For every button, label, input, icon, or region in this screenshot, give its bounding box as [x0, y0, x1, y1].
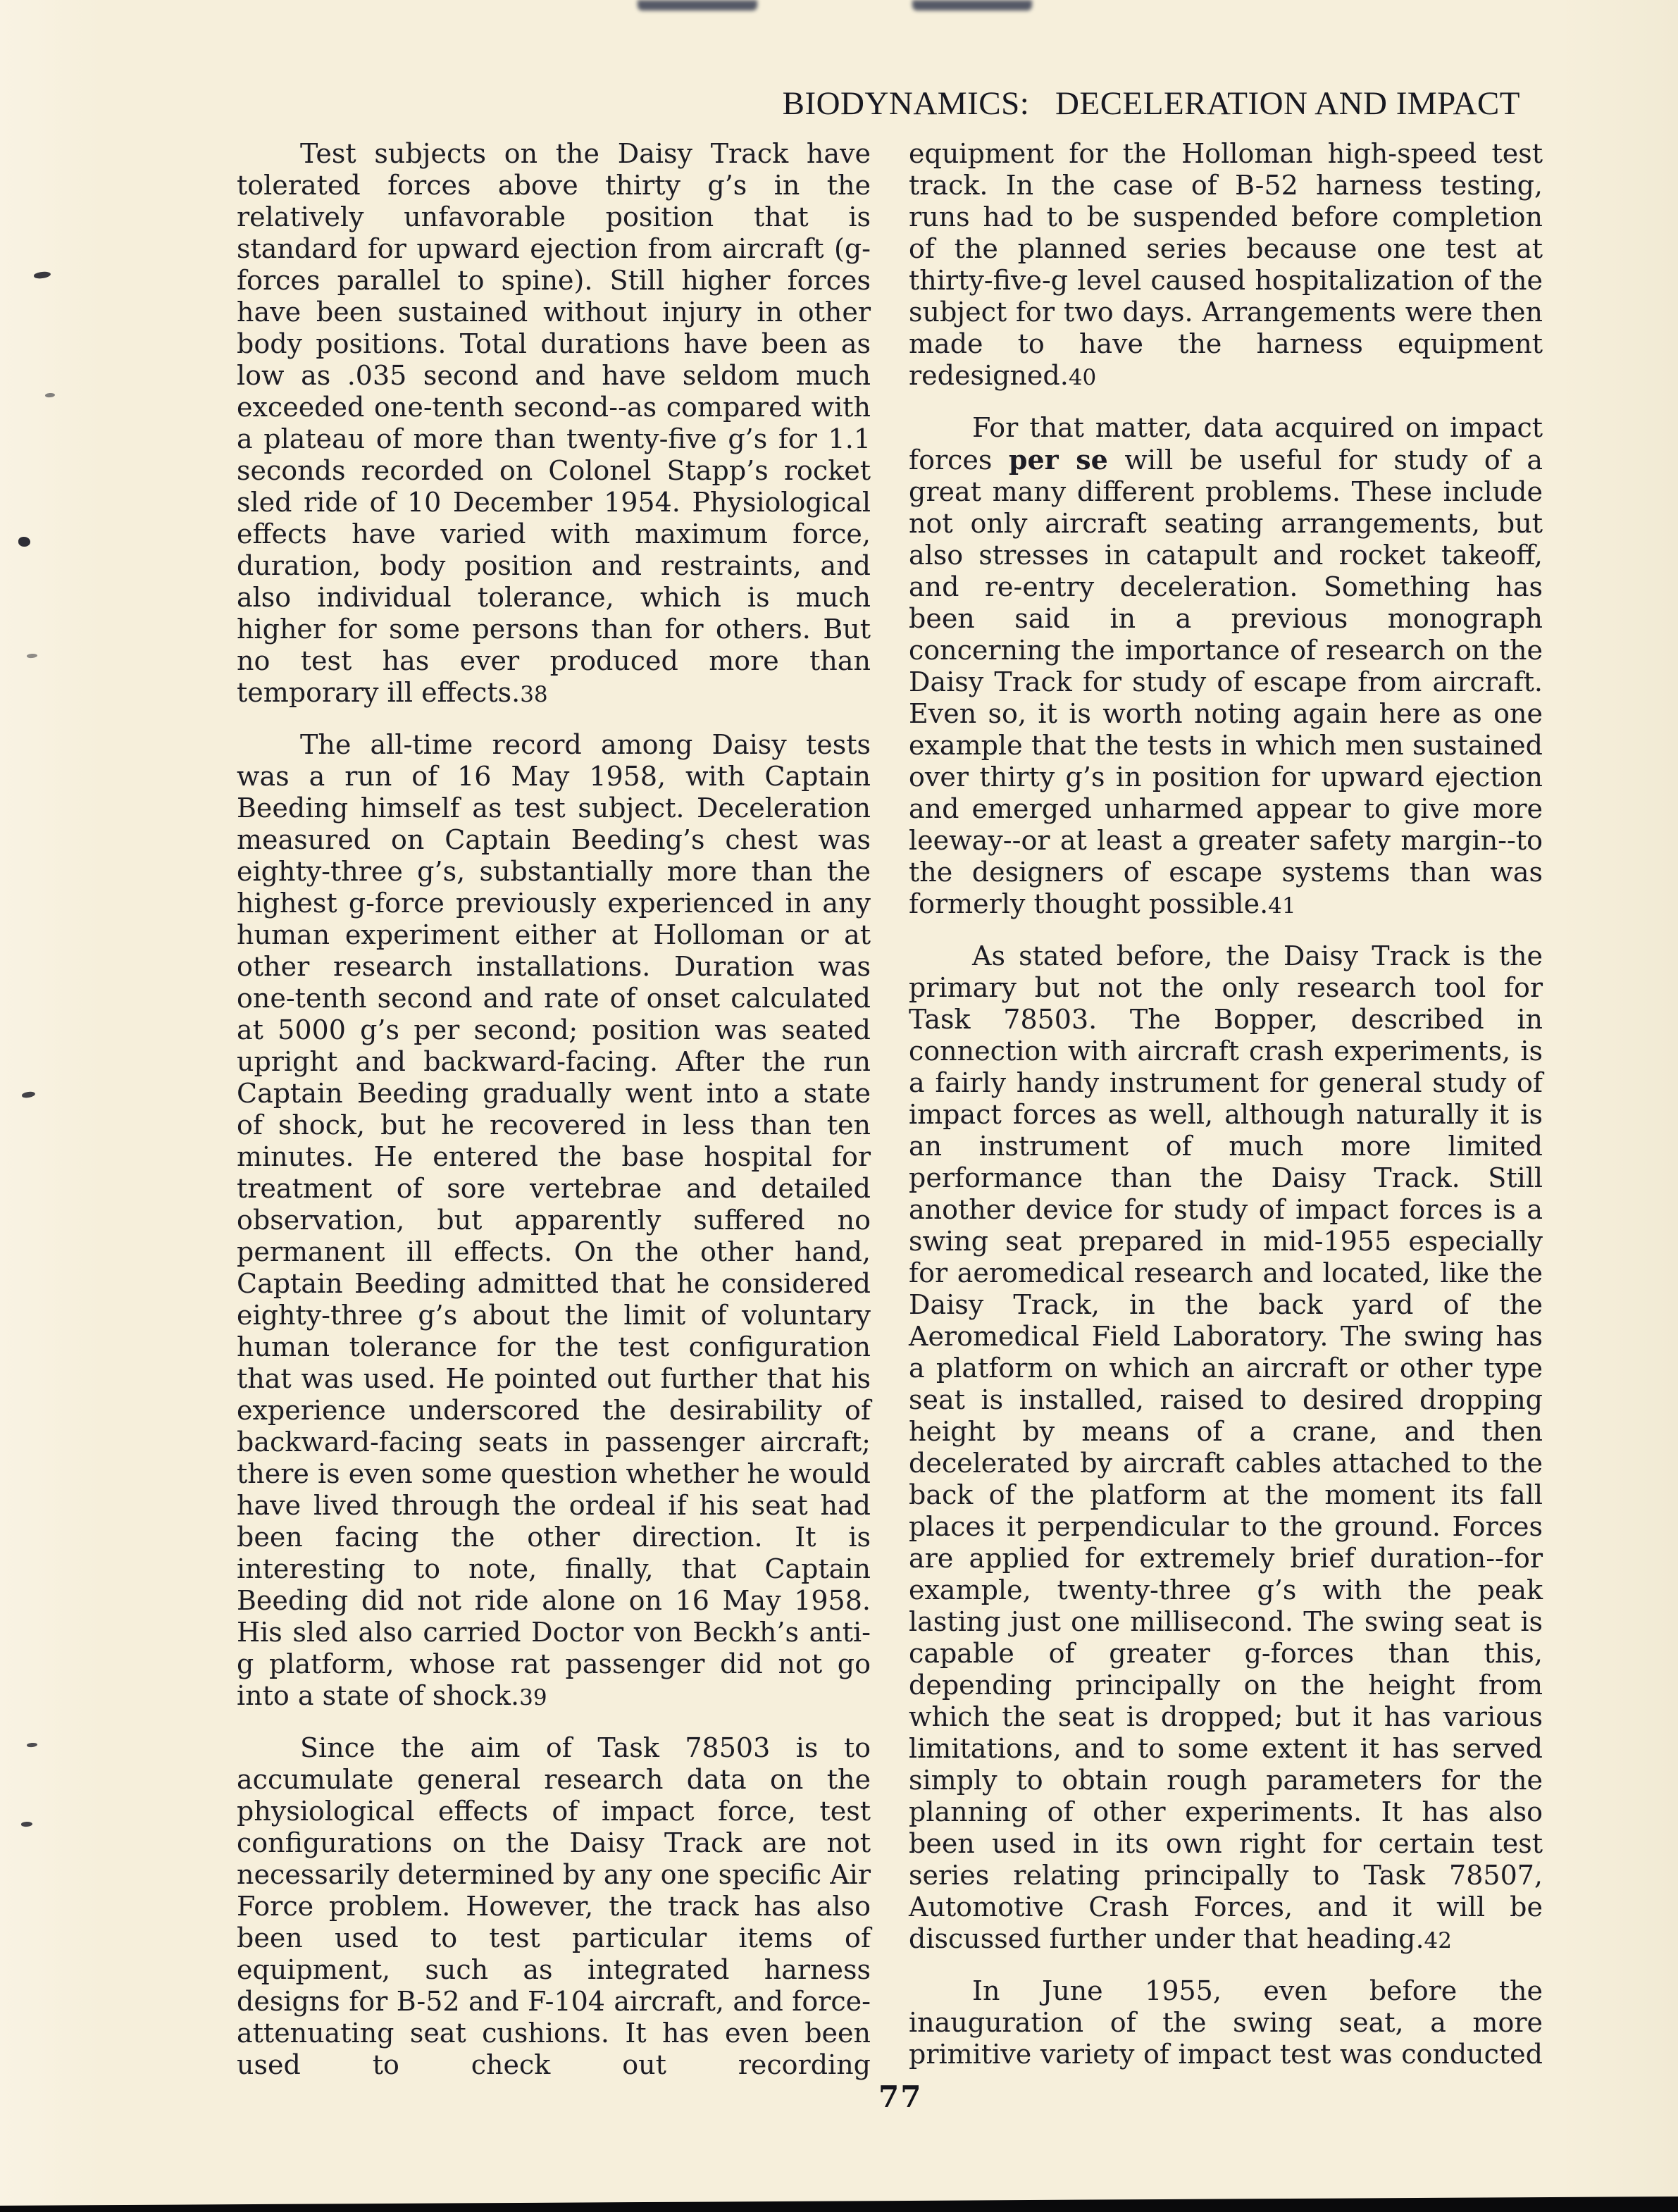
- paragraph: [909, 940, 1543, 1957]
- footnote-ref: 42: [1424, 1928, 1452, 1953]
- margin-speck: [45, 392, 55, 397]
- paragraph: [909, 138, 1543, 394]
- margin-speck: [18, 537, 30, 547]
- paragraph-text: As stated before, the Daisy Track is the primary but not the only research tool for Task 78503. The Bopper, described in connection with aircraft crash experiments, is a fairly handy instrument for general study of impact forces as well, although naturally it is an instrument of much more limited performance than the Daisy Track. Still another device for study of impact forces is a swing seat prepared in mid-1955 especially for aeromedical research and located, like the Daisy Track, in the back yard of the Aeromedical Field Laboratory. The swing has a platform on which an aircraft or other type seat is installed, raised to desired dropping height by means of a crane, and then decelerated by aircraft cables attached to the back of the platform at the moment its fall places it perpendicular to the ground. Forces are applied for extremely brief duration--for example, twenty-three g’s with the peak lasting just one millisecond. The swing seat is capable of greater g-forces than this, depending principally on the height from which the seat is dropped; but it has various limitations, and to some extent it has served simply to obtain rough parameters for the planning of other experiments. It has also been used in its own right for certain test series relating principally to Task 78507, Automotive Crash Forces, and it will be discussed further under that heading.: [909, 940, 1543, 1954]
- paragraph-text: For that matter, data acquired on impact forces: [909, 412, 1543, 476]
- paragraph-text: Since the aim of Task 78503 is to accumulate general research data on the physiological effects of impact force, test configurations on the Daisy Track are not necessarily determined by any one specific Air Force problem. However, the track has also been used to test particular items of equipment, such as integrated harness designs for B-52 and F-104 aircraft, and force-attenuating seat cushions. It has even been used to check out recording: [237, 1732, 871, 2080]
- scan-bottom-edge: [0, 2195, 1678, 2212]
- margin-speck: [27, 653, 37, 658]
- right-text-column: [909, 138, 1543, 2089]
- margin-speck: [27, 1742, 38, 1748]
- margin-speck: [21, 1091, 35, 1098]
- left-text-column: [237, 138, 871, 2099]
- paragraph-text: In June 1955, even before the inauguration of the swing seat, a more primitive variety of impact test was conducted: [909, 1975, 1543, 2070]
- running-header: BIODYNAMICS: DECELERATION AND IMPACT: [782, 85, 1520, 122]
- paragraph-text: Test subjects on the Daisy Track have tolerated forces above thirty g’s in the relatively unfavorable position that is standard for upward ejection from aircraft (g-forces parallel to spine). Still higher forces have been sustained without injury in other body positions. Total durations have been as low as .035 second and have seldom much exceeded one-tenth second--as compared with a plateau of more than twenty-five g’s for 1.1 seconds recorded on Colonel Stapp’s rocket sled ride of 10 December 1954. Physiological effects have varied with maximum force, duration, body position and restraints, and also individual tolerance, which is much higher for some persons than for others. But no test has ever produced more than temporary ill effects.: [237, 138, 871, 708]
- paragraph: [909, 1975, 1543, 2070]
- emphasized-text: per se: [1008, 444, 1108, 476]
- scan-smudge-top-left: [638, 0, 757, 11]
- paragraph-text: will be useful for study of a great many different problems. These include not only aircraft seating arrangements, but also stresses in catapult and rocket takeoff, and re-entry deceleration. Something has been said in a previous monograph concerning the importance of research on the Daisy Track for study of escape from aircraft. Even so, it is worth noting again here as one example that the tests in which men sustained over thirty g’s in position for upward ejection and emerged unharmed appear to give more leeway--or at least a greater safety margin--to the designers of escape systems than was formerly thought possible.: [909, 445, 1543, 919]
- scan-smudge-top-right: [912, 0, 1032, 11]
- footnote-ref: 41: [1268, 893, 1296, 919]
- margin-speck: [33, 271, 51, 279]
- paragraph: [237, 729, 871, 1714]
- paragraph-text: The all-time record among Daisy tests was a run of 16 May 1958, with Captain Beeding himself as test subject. Deceleration measured on Captain Beeding’s chest was eighty-three g’s, substantially more than the highest g-force previously experienced in any human experiment either at Holloman or at other research installations. Duration was one-tenth second and rate of onset calculated at 5000 g’s per second; position was seated upright and backward-facing. After the run Captain Beeding gradually went into a state of shock, but he recovered in less than ten minutes. He entered the base hospital for treatment of sore vertebrae and detailed observation, but apparently suffered no permanent ill effects. On the other hand, Captain Beeding admitted that he considered eighty-three g’s about the limit of voluntary human tolerance for the test configuration that was used. He pointed out further that his experience underscored the desirability of backward-facing seats in passenger aircraft; there is even some question whether he would have lived through the ordeal if his seat had been facing the other direction. It is interesting to note, finally, that Captain Beeding did not ride alone on 16 May 1958. His sled also carried Doctor von Beckh’s anti-g platform, whose rat passenger did not go into a state of shock.: [237, 729, 871, 1711]
- footnote-ref: 38: [520, 682, 548, 707]
- paragraph: [237, 138, 871, 711]
- paragraph: [237, 1732, 871, 2081]
- paragraph-text: equipment for the Holloman high-speed test track. In the case of B-52 harness testing, runs had to be suspended before completion of the planned series because one test at thirty-five-g level caused hospitalization of the subject for two days. Arrangements were then made to have the harness equipment redesigned.: [909, 138, 1543, 391]
- margin-speck: [21, 1821, 32, 1827]
- paragraph: [909, 412, 1543, 922]
- page-number: 77: [878, 2080, 923, 2114]
- footnote-ref: 39: [519, 1685, 547, 1710]
- footnote-ref: 40: [1068, 365, 1097, 390]
